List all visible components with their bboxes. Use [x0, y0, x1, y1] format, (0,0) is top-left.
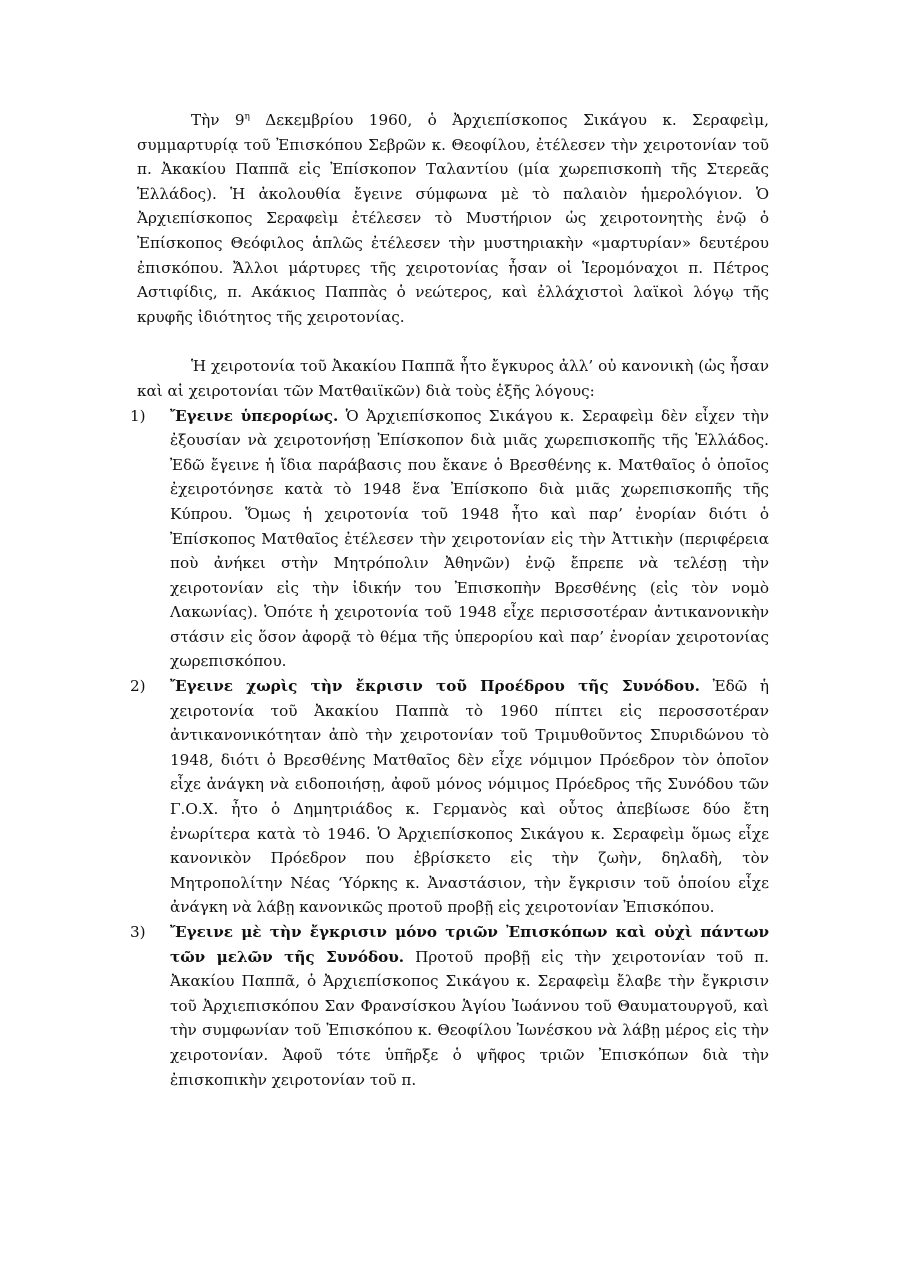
paragraph-validity-statement: Ἡ χειροτονία τοῦ Ἀκακίου Παππᾶ ἦτο ἔγκυρος ἀλλ’ οὐ κανονικὴ (ὡς ἦσαν καὶ αἱ χειροτονίαι τῶν Ματθαιϊκῶν) διὰ τοὺς ἑξῆς λόγους:	[137, 357, 769, 400]
reason-item-3: 3) Ἔγεινε μὲ τὴν ἔγκρισιν μόνο τριῶν Ἐπισκόπων καὶ οὐχὶ πάντων τῶν μελῶν τῆς Συνόδου. Προτοῦ προβῇ εἰς τὴν χειροτονίαν τοῦ π. Ἀκακίου Παππᾶ, ὁ Ἀρχιεπίσκοπος Σικάγου κ. Σεραφεὶμ ἔλαβε τὴν ἔγκρισιν τοῦ Ἀρχιεπισκόπου Σαν Φρανσίσκου Ἁγίου Ἰωάννου τοῦ Θαυματουργοῦ, καὶ τὴν συμφωνίαν τοῦ Ἐπισκόπου κ. Θεοφίλου Ἰωνέσκου νὰ λάβῃ μέρος εἰς τὴν χειροτονίαν. Ἀφοῦ τότε ὑπῆρξε ὁ ψῆφος τριῶν Ἐπισκόπων διὰ τὴν ἐπισκοπικὴν χειροτονίαν τοῦ π.	[130, 923, 769, 1089]
ordinal-superscript: η	[244, 111, 250, 122]
reason-lead-1: Ἔγεινε ὑπερορίως.	[170, 406, 339, 425]
reason-text-2: Ἐδῶ ἡ χειροτονία τοῦ Ἀκακίου Παππὰ τὸ 1960 πίπτει εἰς περοσσοτέραν ἀντικανονικότηταν ἀπὸ τὴν χειροτονίαν τοῦ Τριμυθοῦντος Σπυριδώνου τὸ 1948, διότι ὁ Βρεσθένης Ματθαῖος δὲν εἶχε νόμιμον Πρόεδρον τὸν ὁποῖον εἶχε ἀνάγκη νὰ ειδοποιήσῃ, ἀφοῦ μόνος νόμιμος Πρόεδρος τῆς Συνόδου τῶν Γ.Ο.Χ. ἦτο ὁ Δημητριάδος κ. Γερμανὸς καὶ οὗτος ἀπεβίωσε δύο ἔτη ἐνωρίτερα κατὰ τὸ 1946. Ὁ Ἀρχιεπίσκοπος Σικάγου κ. Σεραφεὶμ ὅμως εἶχε κανονικὸν Πρόεδρον που ἐβρίσκετο εἰς τὴν ζωὴν, δηλαδὴ, τὸν Μητροπολίτην Νέας ‘Υόρκης κ. Ἀναστάσιον, τὴν ἔγκρισιν τοῦ ὁποίου εἶχε ἀνάγκη νὰ λάβῃ κανονικῶς προτοῦ προβῇ εἰς χειροτονίαν Ἐπισκόπου.	[170, 677, 769, 917]
reason-text-3: Προτοῦ προβῇ εἰς τὴν χειροτονίαν τοῦ π. Ἀκακίου Παππᾶ, ὁ Ἀρχιεπίσκοπος Σικάγου κ. Σεραφεὶμ ἔλαβε τὴν ἔγκρισιν τοῦ Ἀρχιεπισκόπου Σαν Φρανσίσκου Ἁγίου Ἰωάννου τοῦ Θαυματουργοῦ, καὶ τὴν συμφωνίαν τοῦ Ἐπισκόπου κ. Θεοφίλου Ἰωνέσκου νὰ λάβῃ μέρος εἰς τὴν χειροτονίαν. Ἀφοῦ τότε ὑπῆρξε ὁ ψῆφος τριῶν Ἐπισκόπων διὰ τὴν ἐπισκοπικὴν χειροτονίαν τοῦ π.	[170, 947, 769, 1089]
reason-item-1: 1) Ἔγεινε ὑπερορίως. Ὁ Ἀρχιεπίσκοπος Σικάγου κ. Σεραφεὶμ δὲν εἶχεν τὴν ἐξουσίαν νὰ χειροτονήσῃ Ἐπίσκοπον διὰ μιᾶς χωρεπισκοπῆς τῆς Ἑλλάδος. Ἐδῶ ἔγεινε ἡ ἴδια παράβασις που ἔκανε ὁ Βρεσθένης κ. Ματθαῖος ὁ ὁποῖος ἐχειροτόνησε κατὰ τὸ 1948 ἕνα Ἐπίσκοπο διὰ μιᾶς χωρεπισκοπῆς τῆς Κύπρου. Ὅμως ἡ χειροτονία τοῦ 1948 ἦτο καὶ παρ’ ἐνορίαν διότι ὁ Ἐπίσκοπος Ματθαῖος ἐτέλεσεν τὴν χειροτονίαν εἰς τὴν Ἀττικὴν (περιφέρεια ποὺ ἀνήκει στὴν Μητρόπολιν Ἀθηνῶν) ἐνῷ ἔπρεπε νὰ τελέσῃ τὴν χειροτονίαν εἰς τὴν ἰδικήν του Ἐπισκοπὴν Βρεσθένης (εἰς τὸν νομὸ Λακωνίας). Ὁπότε ἡ χειροτονία τοῦ 1948 εἶχε περισσοτέραν ἀντικανονικὴν στάσιν εἰς ὅσον ἀφορᾷ τὸ θέμα τῆς ὑπερορίου καὶ παρ’ ἐνορίαν χειροτονίας χωρεπισκόπου.	[130, 406, 769, 671]
reason-lead-2: Ἔγεινε χωρὶς τὴν ἔκρισιν τοῦ Προέδρου τῆς Συνόδου.	[170, 677, 700, 696]
paragraph-1-rest: Δεκεμβρίου 1960, ὁ Ἀρχιεπίσκοπος Σικάγου κ. Σεραφεὶμ, συμμαρτυρίᾳ τοῦ Ἐπισκόπου Σεβρῶν κ. Θεοφίλου, ἐτέλεσεν τὴν χειροτονίαν τοῦ π. Ἀκακίου Παππᾶ εἰς Ἐπίσκοπον Ταλαντίου (μία χωρεπισκοπὴ τῆς Στερεᾶς Ἑλλάδος). Ἡ ἀκολουθία ἔγεινε σύμφωνα μὲ τὸ παλαιὸν ἡμερολόγιον. Ὁ Ἀρχιεπίσκοπος Σεραφεὶμ ἐτέλεσεν τὸ Μυστήριον ὡς χειροτονητὴς ἐνῷ ὁ Ἐπίσκοπος Θεόφιλος ἁπλῶς ἐτέλεσεν τὴν μυστηριακὴν «μαρτυρίαν» δευτέρου ἐπισκόπου. Ἄλλοι μάρτυρες τῆς χειροτονίας ἦσαν οἱ Ἱερομόναχοι π. Πέτρος Αστιφίδις, π. Ακάκιος Παππὰς ὁ νεώτερος, καὶ ἐλλάχιστοὶ λαϊκοὶ λόγῳ τῆς κρυφῆς ἰδιότητος τῆς χειροτονίας.	[137, 111, 769, 326]
paragraph-ordination-account	[137, 108, 769, 329]
document-page	[130, 108, 769, 1092]
reasons-list	[130, 404, 769, 1093]
paragraph-1-start: Τὴν 9	[191, 111, 245, 129]
reason-item-2: 2) Ἔγεινε χωρὶς τὴν ἔκρισιν τοῦ Προέδρου τῆς Συνόδου. Ἐδῶ ἡ χειροτονία τοῦ Ἀκακίου Παππὰ τὸ 1960 πίπτει εἰς περοσσοτέραν ἀντικανονικότηταν ἀπὸ τὴν χειροτονίαν τοῦ Τριμυθοῦντος Σπυριδώνου τὸ 1948, διότι ὁ Βρεσθένης Ματθαῖος δὲν εἶχε νόμιμον Πρόεδρον τὸν ὁποῖον εἶχε ἀνάγκη νὰ ειδοποιήσῃ, ἀφοῦ μόνος νόμιμος Πρόεδρος τῆς Συνόδου τῶν Γ.Ο.Χ. ἦτο ὁ Δημητριάδος κ. Γερμανὸς καὶ οὗτος ἀπεβίωσε δύο ἔτη ἐνωρίτερα κατὰ τὸ 1946. Ὁ Ἀρχιεπίσκοπος Σικάγου κ. Σεραφεὶμ ὅμως εἶχε κανονικὸν Πρόεδρον που ἐβρίσκετο εἰς τὴν ζωὴν, δηλαδὴ, τὸν Μητροπολίτην Νέας ‘Υόρκης κ. Ἀναστάσιον, τὴν ἔγκρισιν τοῦ ὁποίου εἶχε ἀνάγκη νὰ λάβῃ κανονικῶς προτοῦ προβῇ εἰς χειροτονίαν Ἐπισκόπου.	[130, 677, 769, 917]
reason-text-1: Ὁ Ἀρχιεπίσκοπος Σικάγου κ. Σεραφεὶμ δὲν εἶχεν τὴν ἐξουσίαν νὰ χειροτονήσῃ Ἐπίσκοπον διὰ μιᾶς χωρεπισκοπῆς τῆς Ἑλλάδος. Ἐδῶ ἔγεινε ἡ ἴδια παράβασις που ἔκανε ὁ Βρεσθένης κ. Ματθαῖος ὁ ὁποῖος ἐχειροτόνησε κατὰ τὸ 1948 ἕνα Ἐπίσκοπο διὰ μιᾶς χωρεπισκοπῆς τῆς Κύπρου. Ὅμως ἡ χειροτονία τοῦ 1948 ἦτο καὶ παρ’ ἐνορίαν διότι ὁ Ἐπίσκοπος Ματθαῖος ἐτέλεσεν τὴν χειροτονίαν εἰς τὴν Ἀττικὴν (περιφέρεια ποὺ ἀνήκει στὴν Μητρόπολιν Ἀθηνῶν) ἐνῷ ἔπρεπε νὰ τελέσῃ τὴν χειροτονίαν εἰς τὴν ἰδικήν του Ἐπισκοπὴν Βρεσθένης (εἰς τὸν νομὸ Λακωνίας). Ὁπότε ἡ χειροτονία τοῦ 1948 εἶχε περισσοτέραν ἀντικανονικὴν στάσιν εἰς ὅσον ἀφορᾷ τὸ θέμα τῆς ὑπερορίου καὶ παρ’ ἐνορίαν χειροτονίας χωρεπισκόπου.	[170, 406, 769, 671]
reason-lead-3: Ἔγεινε μὲ τὴν ἔγκρισιν μόνο τριῶν Ἐπισκόπων καὶ οὐχὶ πάντων τῶν μελῶν τῆς Συνόδου.	[170, 923, 769, 966]
